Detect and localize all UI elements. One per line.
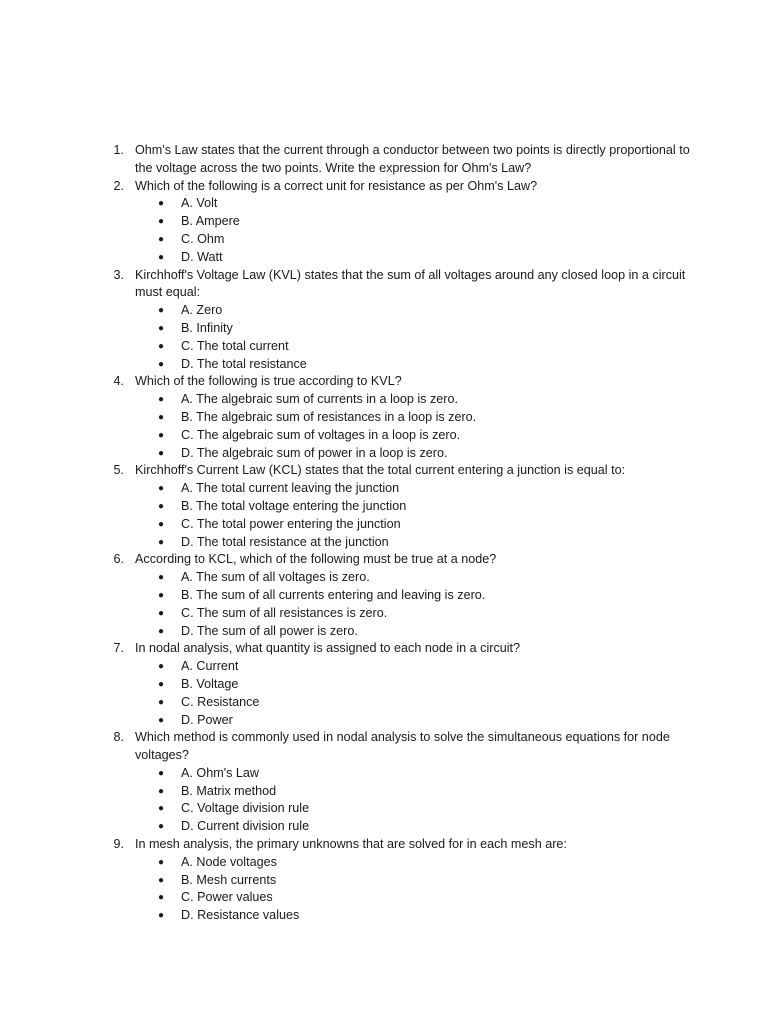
question-text: In mesh analysis, the primary unknowns that are solved for in each mesh are:	[135, 837, 567, 852]
option-d	[135, 445, 690, 463]
option-list	[135, 391, 690, 462]
question-number: 4.	[113, 374, 124, 389]
option-text: A. The total current leaving the junction	[181, 481, 400, 496]
question-text: Which of the following is true according to KVL?	[135, 374, 402, 389]
option-list	[135, 658, 690, 729]
option-text: A. Zero	[181, 303, 223, 318]
bullet-icon: ●	[158, 251, 165, 263]
question-6	[100, 551, 690, 640]
bullet-icon: ●	[158, 589, 165, 601]
bullet-icon: ●	[158, 305, 165, 317]
question-text: In nodal analysis, what quantity is assigned to each node in a circuit?	[135, 641, 521, 656]
bullet-icon: ●	[158, 910, 165, 922]
option-text: A. Ohm's Law	[181, 765, 259, 780]
option-b	[135, 409, 690, 427]
bullet-icon: ●	[158, 572, 165, 584]
option-b	[135, 872, 690, 890]
option-list	[135, 195, 690, 266]
bullet-icon: ●	[158, 607, 165, 619]
option-a	[135, 302, 690, 320]
option-text: B. Mesh currents	[181, 872, 277, 887]
question-number: 2.	[113, 178, 124, 193]
bullet-icon: ●	[158, 821, 165, 833]
bullet-icon: ●	[158, 536, 165, 548]
question-9	[100, 836, 690, 925]
bullet-icon: ●	[158, 198, 165, 210]
bullet-icon: ●	[158, 518, 165, 530]
option-list	[135, 302, 690, 373]
option-c	[135, 516, 690, 534]
question-number: 6.	[113, 552, 124, 567]
question-1	[100, 142, 690, 178]
question-number: 8.	[113, 730, 124, 745]
option-text: A. The algebraic sum of currents in a loop is zero.	[181, 392, 458, 407]
question-8	[100, 729, 690, 836]
question-5	[100, 462, 690, 551]
option-d	[135, 249, 690, 267]
option-c	[135, 427, 690, 445]
option-a	[135, 195, 690, 213]
question-text: Kirchhoff's Voltage Law (KVL) states that the sum of all voltages around any closed loop in a circuit must equal:	[135, 267, 686, 300]
option-b	[135, 320, 690, 338]
option-text: D. Resistance values	[181, 908, 300, 923]
option-text: D. Watt	[181, 249, 223, 264]
option-b	[135, 213, 690, 231]
option-a	[135, 765, 690, 783]
question-number: 5.	[113, 463, 124, 478]
bullet-icon: ●	[158, 483, 165, 495]
option-c	[135, 694, 690, 712]
option-text: A. Current	[181, 659, 239, 674]
option-d	[135, 356, 690, 374]
option-text: A. The sum of all voltages is zero.	[181, 570, 370, 585]
option-text: D. Power	[181, 712, 233, 727]
question-2	[100, 178, 690, 267]
option-text: B. The algebraic sum of resistances in a loop is zero.	[181, 409, 477, 424]
option-text: B. Voltage	[181, 676, 239, 691]
question-text: Ohm's Law states that the current through a conductor between two points is directly proportional to the voltage across the two points. Write the expression for Ohm's Law?	[135, 143, 690, 175]
bullet-icon: ●	[158, 500, 165, 512]
option-text: D. Current division rule	[181, 819, 310, 834]
option-d	[135, 623, 690, 641]
option-text: D. The total resistance	[181, 356, 307, 371]
question-text: Which method is commonly used in nodal analysis to solve the simultaneous equations for node voltages?	[135, 730, 670, 763]
option-text: C. The sum of all resistances is zero.	[181, 605, 388, 620]
question-list	[100, 142, 690, 925]
option-text: C. The total current	[181, 338, 289, 353]
bullet-icon: ●	[158, 394, 165, 406]
option-c	[135, 889, 690, 907]
bullet-icon: ●	[158, 358, 165, 370]
question-text: Which of the following is a correct unit for resistance as per Ohm's Law?	[135, 178, 538, 193]
option-a	[135, 569, 690, 587]
option-a	[135, 480, 690, 498]
option-a	[135, 391, 690, 409]
bullet-icon: ●	[158, 696, 165, 708]
bullet-icon: ●	[158, 785, 165, 797]
bullet-icon: ●	[158, 447, 165, 459]
option-a	[135, 854, 690, 872]
option-b	[135, 498, 690, 516]
option-text: D. The sum of all power is zero.	[181, 623, 358, 638]
bullet-icon: ●	[158, 429, 165, 441]
option-b	[135, 587, 690, 605]
bullet-icon: ●	[158, 892, 165, 904]
option-text: B. The sum of all currents entering and leaving is zero.	[181, 587, 486, 602]
option-text: C. Resistance	[181, 694, 260, 709]
bullet-icon: ●	[158, 661, 165, 673]
option-c	[135, 338, 690, 356]
option-text: C. Power values	[181, 890, 273, 905]
bullet-icon: ●	[158, 767, 165, 779]
bullet-icon: ●	[158, 678, 165, 690]
option-text: B. The total voltage entering the junction	[181, 498, 407, 513]
question-text: Kirchhoff's Current Law (KCL) states that the total current entering a junction is equal to:	[135, 463, 626, 478]
question-3	[100, 267, 690, 374]
option-d	[135, 907, 690, 925]
bullet-icon: ●	[158, 322, 165, 334]
option-text: C. Ohm	[181, 231, 225, 246]
option-text: B. Infinity	[181, 320, 233, 335]
option-c	[135, 800, 690, 818]
question-text: According to KCL, which of the following must be true at a node?	[135, 552, 497, 567]
question-number: 9.	[113, 837, 124, 852]
bullet-icon: ●	[158, 803, 165, 815]
option-list	[135, 480, 690, 551]
bullet-icon: ●	[158, 340, 165, 352]
option-text: C. Voltage division rule	[181, 801, 310, 816]
bullet-icon: ●	[158, 216, 165, 228]
option-a	[135, 658, 690, 676]
option-b	[135, 676, 690, 694]
question-number: 7.	[113, 641, 124, 656]
option-d	[135, 534, 690, 552]
option-text: C. The total power entering the junction	[181, 516, 401, 531]
option-d	[135, 818, 690, 836]
bullet-icon: ●	[158, 411, 165, 423]
option-c	[135, 605, 690, 623]
bullet-icon: ●	[158, 233, 165, 245]
option-text: B. Matrix method	[181, 783, 277, 798]
option-list	[135, 569, 690, 640]
option-text: B. Ampere	[181, 214, 240, 229]
bullet-icon: ●	[158, 625, 165, 637]
option-text: C. The algebraic sum of voltages in a loop is zero.	[181, 427, 461, 442]
option-text: D. The algebraic sum of power in a loop is zero.	[181, 445, 448, 460]
bullet-icon: ●	[158, 714, 165, 726]
question-number: 3.	[113, 267, 124, 282]
option-d	[135, 712, 690, 730]
option-text: D. The total resistance at the junction	[181, 534, 389, 549]
bullet-icon: ●	[158, 874, 165, 886]
question-4	[100, 373, 690, 462]
option-text: A. Node voltages	[181, 854, 277, 869]
question-number: 1.	[113, 143, 124, 157]
option-c	[135, 231, 690, 249]
option-list	[135, 765, 690, 836]
option-text: A. Volt	[181, 196, 218, 211]
option-b	[135, 783, 690, 801]
bullet-icon: ●	[158, 856, 165, 868]
question-7	[100, 640, 690, 729]
option-list	[135, 854, 690, 925]
